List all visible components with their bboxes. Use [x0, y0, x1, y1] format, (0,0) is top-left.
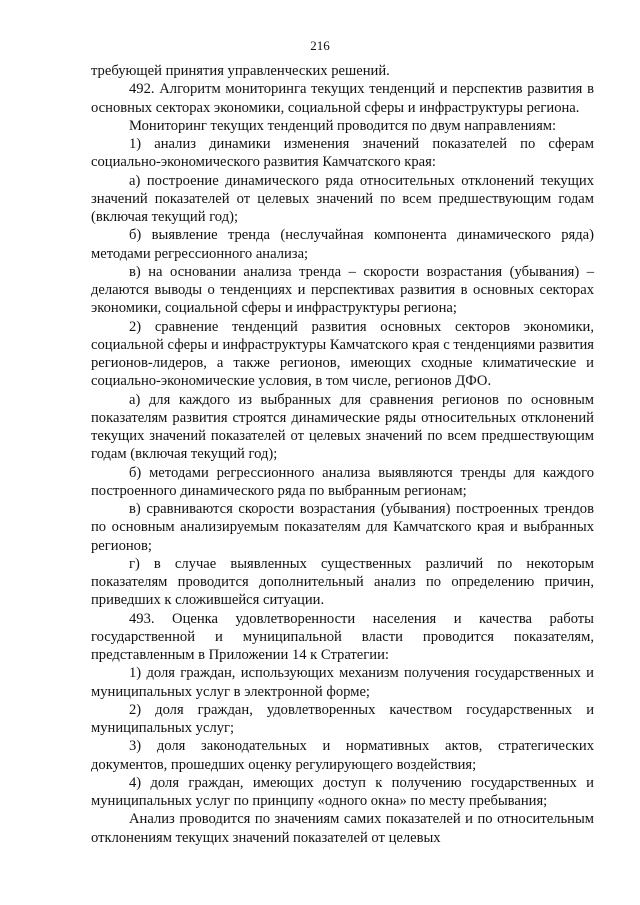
paragraph-monitoring-intro: Мониторинг текущих тенденций проводится по двум направлениям:: [129, 117, 557, 134]
paragraph-direction-1-b: б) выявление тренда (неслучайная компонента динамического ряда) методами регрессионного анализа;: [91, 227, 594, 262]
paragraph-direction-2-d: г) в случае выявленных существенных различий по некоторым показателям проводится дополнительный анализ по определению причин, приведших к сложившейся ситуации.: [91, 555, 594, 609]
paragraph-direction-1-a: а) построение динамического ряда относительных отклонений текущих значений показателей от целевых значений по всем предшествующим годам (включая текущий год);: [91, 172, 594, 225]
paragraph-direction-1: 1) анализ динамики изменения значений показателей по сферам социально-экономического развития Камчатского края:: [91, 136, 594, 171]
paragraph-direction-1-c: в) на основании анализа тренда – скорости возрастания (убывания) – делаются выводы о тенденциях и перспективах развития в основных секторах экономики, социальной сферы и инфраструктуры региона;: [91, 263, 594, 317]
paragraph-indicator-3: 3) доля законодательных и нормативных актов, стратегических документов, прошедших оценку регулирующего воздействия;: [91, 738, 594, 773]
paragraph-item-493: 493. Оценка удовлетворенности населения и качества работы государственной и муниципальной власти проводится показателям, представленным в Приложении 14 к Стратегии:: [91, 610, 594, 663]
paragraph-indicator-2: 2) доля граждан, удовлетворенных качеством государственных и муниципальных услуг;: [91, 701, 594, 736]
paragraph-direction-2-b: б) методами регрессионного анализа выявляются тренды для каждого построенного динамического ряда по выбранным регионам;: [91, 464, 594, 499]
paragraph-indicator-4: 4) доля граждан, имеющих доступ к получению государственных и муниципальных услуг по принципу «одного окна» по месту пребывания;: [91, 774, 594, 809]
paragraph-continuation: требующей принятия управленческих решений.: [91, 63, 390, 79]
paragraph-analysis: Анализ проводится по значениям самих показателей и по относительным отклонениям текущих значений показателей от целевых: [91, 811, 594, 846]
paragraph-direction-2: 2) сравнение тенденций развития основных секторов экономики, социальной сферы и инфраструктуры Камчатского края с тенденциями развития регионов-лидеров, а также регионов, имеющих сходные климатические и социально-экономические условия, в том числе, регионов ДФО.: [91, 318, 594, 390]
page-number: 216: [310, 38, 330, 53]
paragraph-direction-2-a: а) для каждого из выбранных для сравнения регионов по основным показателям развития строятся динамические ряды относительных отклонений текущих значений показателей от целевых значений по всем предшествующим годам (включая текущий год);: [91, 391, 594, 463]
paragraph-item-492: 492. Алгоритм мониторинга текущих тенденций и перспектив развития в основных секторах экономики, социальной сферы и инфраструктуры региона.: [91, 81, 594, 116]
document-body: [91, 62, 594, 847]
paragraph-indicator-1: 1) доля граждан, использующих механизм получения государственных и муниципальных услуг в электронной форме;: [91, 665, 594, 700]
paragraph-direction-2-c: в) сравниваются скорости возрастания (убывания) построенных трендов по основным анализируемым показателям для Камчатского края и выбранных регионов;: [91, 501, 594, 554]
